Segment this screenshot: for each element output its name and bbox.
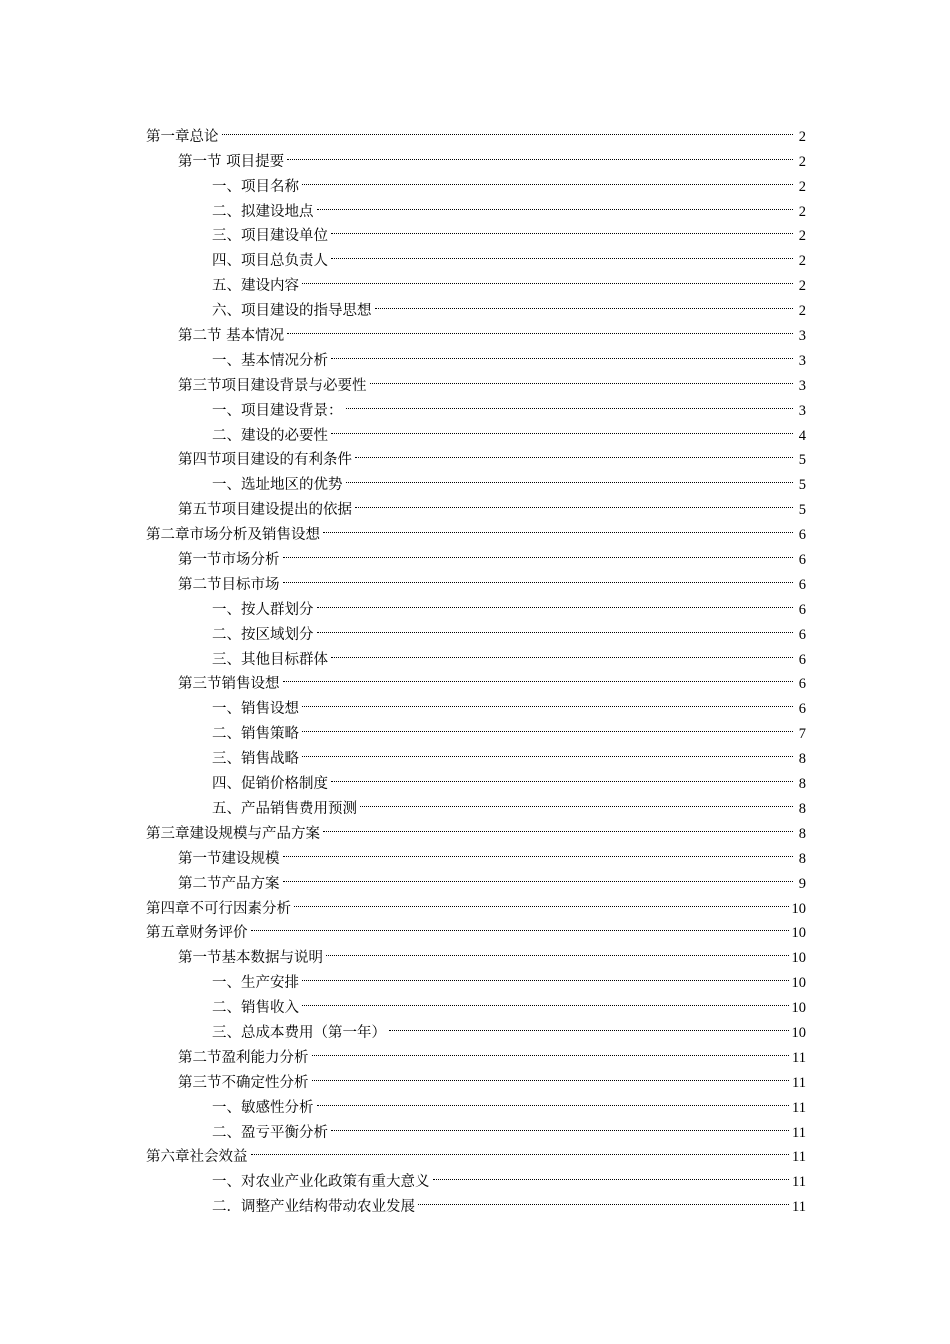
toc-entry-title: 一、项目名称 — [212, 178, 299, 195]
toc-entry-page-number: 10 — [791, 975, 806, 992]
toc-entry-title: 第三章建设规模与产品方案 — [146, 825, 320, 842]
toc-entry-page-number: 3 — [798, 402, 806, 419]
toc-entry-page-number: 4 — [798, 427, 806, 444]
toc-entry-page-number: 10 — [791, 925, 806, 942]
toc-entry-page-number: 2 — [798, 178, 806, 195]
toc-entry-page-number: 2 — [798, 278, 806, 295]
toc-entry-page-number: 5 — [798, 452, 806, 469]
toc-entry-title: 第二节产品方案 — [178, 875, 280, 892]
toc-entry-title: 六、项目建设的指导思想 — [212, 303, 372, 320]
toc-entry-page-number: 10 — [791, 1000, 806, 1017]
toc-dot-leader — [317, 614, 794, 639]
toc-entry-title: 一、基本情况分析 — [212, 352, 328, 369]
toc-entry-title: 第一节建设规模 — [178, 850, 280, 867]
toc-dot-leader — [389, 1012, 789, 1037]
toc-entry-page-number: 2 — [798, 203, 806, 220]
toc-dot-leader — [433, 1161, 790, 1186]
toc-dot-leader — [302, 166, 793, 191]
toc-entry-page-number: 2 — [798, 228, 806, 245]
toc-entry-page-number: 8 — [798, 825, 806, 842]
toc-entry-page-number: 11 — [792, 1174, 806, 1191]
toc-dot-leader — [302, 987, 789, 1012]
toc-entry-title: 第一章总论 — [146, 128, 219, 145]
toc-entry-page-number: 6 — [798, 651, 806, 668]
toc-entry-page-number: 11 — [792, 1074, 806, 1091]
toc-entry-title: 一、销售设想 — [212, 701, 299, 718]
toc-dot-leader — [355, 440, 793, 465]
toc-entry-title: 第二节 基本情况 — [178, 328, 285, 345]
toc-entry-title: 五、建设内容 — [212, 278, 299, 295]
toc-entry[interactable] — [146, 141, 806, 170]
toc-entry-title: 二、按区域划分 — [212, 626, 314, 643]
toc-entry-page-number: 6 — [798, 576, 806, 593]
toc-entry-title: 第一节基本数据与说明 — [178, 950, 323, 967]
toc-dot-leader — [317, 1087, 790, 1112]
toc-dot-leader — [360, 788, 793, 813]
toc-entry-page-number: 10 — [791, 950, 806, 967]
toc-dot-leader — [283, 564, 794, 589]
toc-entry-page-number: 3 — [798, 377, 806, 394]
toc-dot-leader — [326, 937, 789, 962]
toc-entry-title: 三、项目建设单位 — [212, 228, 328, 245]
toc-entry-title: 二、建设的必要性 — [212, 427, 328, 444]
toc-dot-leader — [323, 514, 793, 539]
toc-entry-page-number: 2 — [798, 303, 806, 320]
toc-entry-title: 第四节项目建设的有利条件 — [178, 452, 352, 469]
toc-entry-page-number: 10 — [791, 900, 806, 917]
toc-entry-title: 第六章社会效益 — [146, 1149, 248, 1166]
toc-entry-page-number: 6 — [798, 601, 806, 618]
toc-dot-leader — [302, 265, 793, 290]
toc-entry-page-number: 6 — [798, 552, 806, 569]
toc-dot-leader — [283, 863, 794, 888]
toc-entry-page-number: 2 — [798, 153, 806, 170]
toc-entry-page-number: 8 — [798, 776, 806, 793]
toc-dot-leader — [346, 390, 794, 415]
toc-dot-leader — [302, 962, 789, 987]
toc-entry-title: 一、敏感性分析 — [212, 1099, 314, 1116]
toc-entry-title: 一、生产安排 — [212, 975, 299, 992]
toc-dot-leader — [323, 813, 793, 838]
toc-entry-title: 二、盈亏平衡分析 — [212, 1124, 328, 1141]
toc-entry-page-number: 6 — [798, 701, 806, 718]
toc-dot-leader — [312, 1037, 790, 1062]
toc-entry-title: 第三节销售设想 — [178, 676, 280, 693]
toc-entry-title: 一、对农业产业化政策有重大意义 — [212, 1174, 430, 1191]
toc-entry-page-number: 11 — [792, 1149, 806, 1166]
toc-entry-page-number: 3 — [798, 328, 806, 345]
toc-dot-leader — [251, 1137, 790, 1162]
toc-dot-leader — [222, 116, 794, 141]
toc-entry-page-number: 11 — [792, 1124, 806, 1141]
toc-entry-title: 四、项目总负责人 — [212, 253, 328, 270]
toc-entry-title: 三、其他目标群体 — [212, 651, 328, 668]
toc-entry-title: 第一节 项目提要 — [178, 153, 285, 170]
toc-entry-page-number: 5 — [798, 477, 806, 494]
toc-entry-title: 第五章财务评价 — [146, 925, 248, 942]
toc-dot-leader — [370, 365, 794, 390]
toc-entry-page-number: 6 — [798, 626, 806, 643]
toc-entry-page-number: 2 — [798, 128, 806, 145]
toc-dot-leader — [283, 664, 794, 689]
toc-entry-title: 二、拟建设地点 — [212, 203, 314, 220]
toc-entry-page-number: 8 — [798, 800, 806, 817]
toc-dot-leader — [283, 539, 794, 564]
toc-entry-title: 第三节不确定性分析 — [178, 1074, 309, 1091]
toc-entry-title: 二．调整产业结构带动农业发展 — [212, 1199, 415, 1216]
table-of-contents — [146, 116, 806, 1216]
toc-dot-leader — [302, 688, 793, 713]
toc-entry-title: 第五节项目建设提出的依据 — [178, 502, 352, 519]
toc-dot-leader — [294, 888, 789, 913]
toc-dot-leader — [346, 464, 794, 489]
toc-entry-page-number: 8 — [798, 751, 806, 768]
toc-entry-page-number: 6 — [798, 676, 806, 693]
toc-entry-title: 二、销售策略 — [212, 726, 299, 743]
toc-entry-page-number: 9 — [798, 875, 806, 892]
toc-dot-leader — [375, 290, 794, 315]
toc-entry-page-number: 3 — [798, 352, 806, 369]
toc-dot-leader — [283, 838, 794, 863]
toc-entry-title: 第四章不可行因素分析 — [146, 900, 291, 917]
toc-dot-leader — [287, 141, 793, 166]
toc-entry-title: 三、总成本费用（第一年） — [212, 1024, 386, 1041]
toc-entry-page-number: 11 — [792, 1099, 806, 1116]
toc-entry-page-number: 11 — [792, 1199, 806, 1216]
toc-dot-leader — [317, 589, 794, 614]
toc-dot-leader — [331, 763, 793, 788]
toc-entry[interactable] — [146, 116, 806, 145]
toc-entry-title: 四、促销价格制度 — [212, 776, 328, 793]
toc-entry-page-number: 6 — [798, 527, 806, 544]
toc-entry-title: 第二节盈利能力分析 — [178, 1049, 309, 1066]
toc-dot-leader — [312, 1062, 790, 1087]
toc-dot-leader — [418, 1186, 789, 1211]
toc-entry-page-number: 5 — [798, 502, 806, 519]
toc-entry-title: 第三节项目建设背景与必要性 — [178, 377, 367, 394]
toc-dot-leader — [331, 639, 793, 664]
toc-dot-leader — [287, 315, 793, 340]
toc-entry-title: 五、产品销售费用预测 — [212, 800, 357, 817]
toc-dot-leader — [355, 489, 793, 514]
toc-entry-title: 第一节市场分析 — [178, 552, 280, 569]
toc-dot-leader — [302, 713, 793, 738]
toc-entry-page-number: 8 — [798, 850, 806, 867]
toc-dot-leader — [331, 415, 793, 440]
toc-dot-leader — [331, 1112, 789, 1137]
toc-entry-page-number: 11 — [792, 1049, 806, 1066]
toc-dot-leader — [331, 216, 793, 241]
toc-entry-title: 第二节目标市场 — [178, 576, 280, 593]
toc-dot-leader — [317, 191, 794, 216]
toc-entry-page-number: 2 — [798, 253, 806, 270]
toc-entry-title: 一、项目建设背景： — [212, 402, 343, 419]
toc-dot-leader — [331, 240, 793, 265]
toc-dot-leader — [302, 738, 793, 763]
toc-entry-title: 三、销售战略 — [212, 751, 299, 768]
toc-entry-title: 一、按人群划分 — [212, 601, 314, 618]
toc-entry-title: 第二章市场分析及销售设想 — [146, 527, 320, 544]
toc-entry-page-number: 10 — [791, 1024, 806, 1041]
toc-entry-page-number: 7 — [798, 726, 806, 743]
toc-entry-title: 二、销售收入 — [212, 1000, 299, 1017]
toc-entry-title: 一、选址地区的优势 — [212, 477, 343, 494]
toc-dot-leader — [251, 913, 789, 938]
toc-dot-leader — [331, 340, 793, 365]
